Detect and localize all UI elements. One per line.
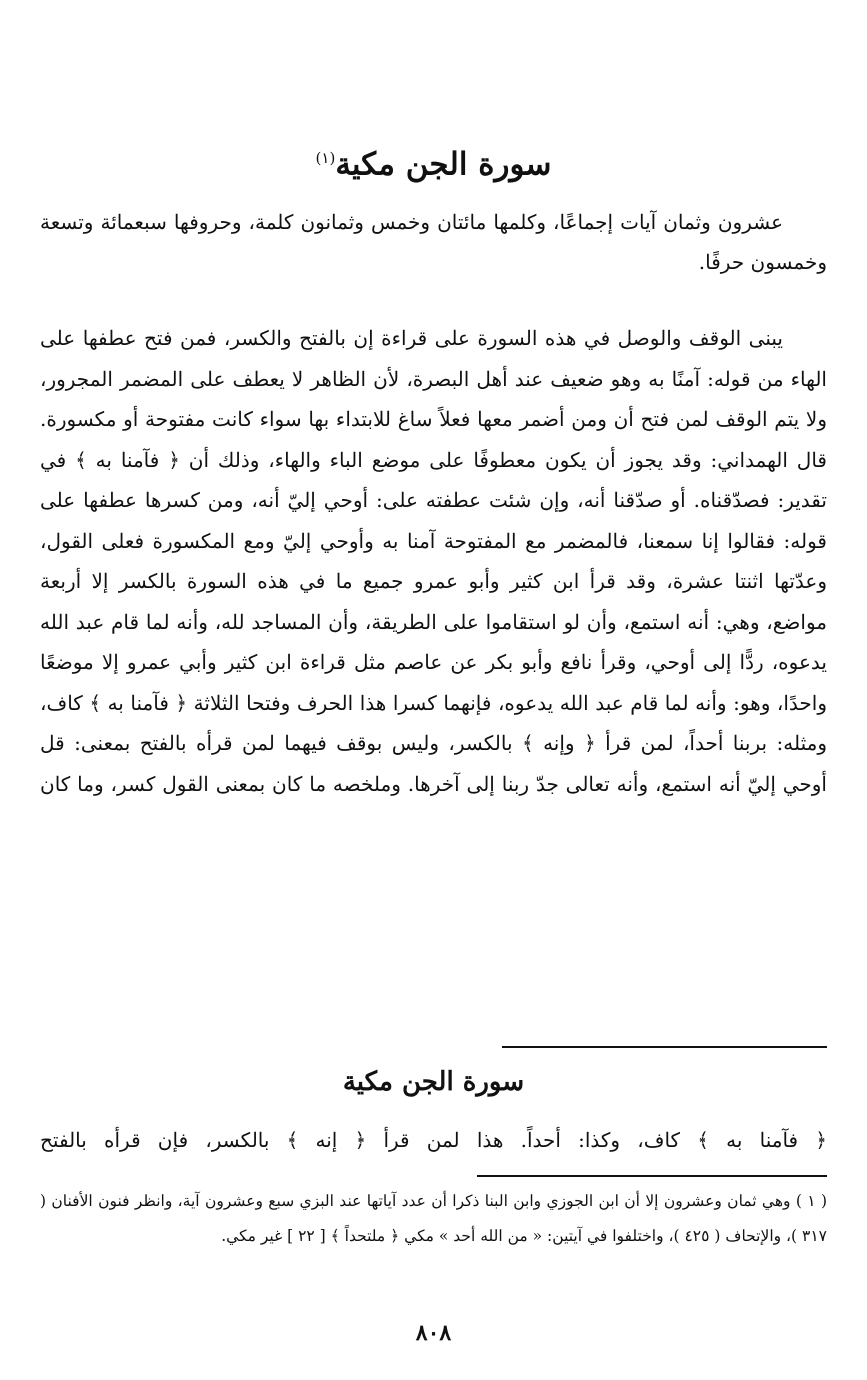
intro-paragraph: عشرون وثمان آيات إجماعًا، وكلمها مائتان وخمس وثمانون كلمة، وحروفها سبعمائة وتسعة وخمسون حرفًا. [40,210,827,274]
footnote-reference: (١) [315,149,336,167]
running-subtitle: سورة الجن مكية [342,1067,525,1097]
page-number: ٨٠٨ [415,1320,452,1346]
continuation-line: ﴿ فآمنا به ﴾ كاف، وكذا: أحداً. هذا لمن قرأ ﴿ إنه ﴾ بالكسر، فإن قرأه بالفتح [40,1128,827,1152]
footnote-text: ( ١ ) وهي ثمان وعشرون إلا أن ابن الجوزي وابن البنا ذكرا أن عدد آياتها عند البزي سبع وعشرون آية، وانظر فنون الأفنان ( ٣١٧ )، والإتحاف ( ٤٢٥ )، واختلفوا في آيتين: « من الله أحد » مكي ﴿ ملتحداً ﴾ [ ٢٢ ] غير مكي. [40,1192,827,1245]
book-page [40,0,827,1380]
main-paragraph: يبنى الوقف والوصل في هذه السورة على قراءة إن بالفتح والكسر، فمن فتح عطفها على الهاء من قوله: آمنًا به وهو ضعيف عند أهل البصرة، لأن الظاهر لا يعطف على المضمر المجرور، ولا يتم الوقف لمن فتح أن ومن أضمر معها فعلاً ساغ للابتداء بها سواء كانت مفتوحة أو مكسورة. قال الهمداني: وقد يجوز أن يكون معطوفًا على موضع الباء والهاء، وذلك أن ﴿ فآمنا به ﴾ في تقدير: فصدّقناه. أو صدّقنا أنه، وإن شئت عطفته على: أوحي إليّ أنه، ومن كسرها عطفها على قوله: فقالوا إنا سمعنا، فالمضمر مع المفتوحة آمنا به وأوحي إليّ ومع المكسورة فعلى القول، وعدّتها اثنتا عشرة، وقد قرأ ابن كثير وأبو عمرو جميع ما في هذه السورة بالكسر إلا أربعة مواضع، وهي: أنه استمع، وأن لو استقاموا على الطريقة، وأن المساجد لله، وأنه لما قام عبد الله يدعوه، ردًّا إلى أوحي، وقرأ نافع وأبو بكر عن عاصم مثل قراءة ابن كثير وأبي عمرو إلا موضعًا واحدًا، وهو: وأنه لما قام عبد الله يدعوه، فإنهما كسرا هذا الحرف وفتحا الثلاثة ﴿ فآمنا به ﴾ كاف، ومثله: بربنا أحداً، لمن قرأ ﴿ وإنه ﴾ بالكسر، وليس بوقف فيهما لمن قرأه بالفتح بمعنى: قل أوحي إليّ أنه استمع، وأنه تعالى جدّ ربنا إلى آخرها. وملخصه ما كان بمعنى القول كسر، وما كان [40,326,828,796]
surah-title [40,138,827,184]
section-divider [502,1046,827,1048]
footnote-divider [477,1175,827,1177]
surah-title-text: سورة الجن مكية [335,146,552,183]
